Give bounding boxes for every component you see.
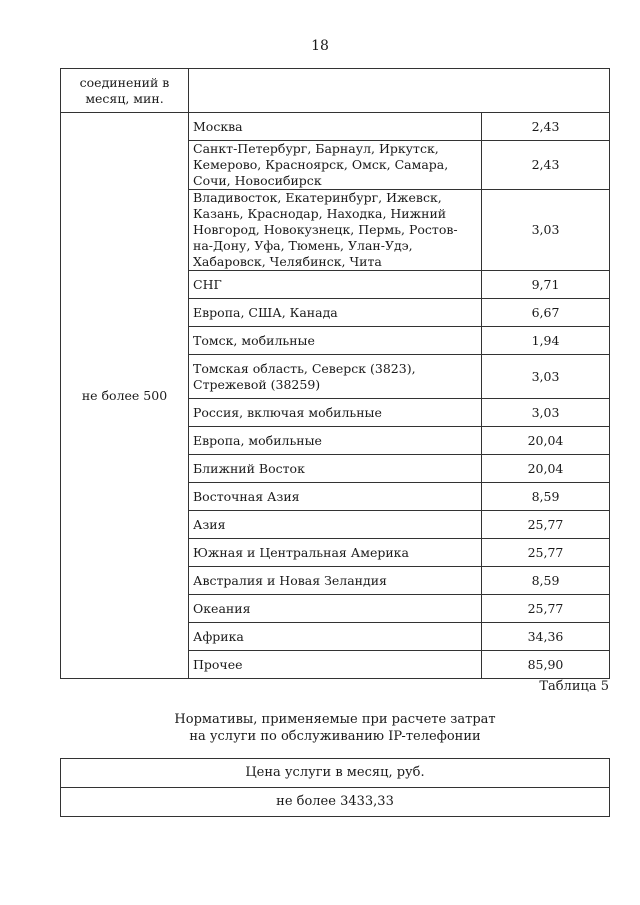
price-cell: 9,71 (482, 271, 610, 299)
tariff-table (60, 68, 610, 679)
price-header-cell: Цена услуги в месяц, руб. (61, 759, 610, 788)
group-label-cell: не более 500 (61, 113, 189, 679)
table-row (61, 113, 610, 141)
destination-cell: Австралия и Новая Зеландия (189, 567, 482, 595)
price-cell: 3,03 (482, 190, 610, 271)
destination-cell: Ближний Восток (189, 455, 482, 483)
destination-cell: Россия, включая мобильные (189, 399, 482, 427)
header-cell-empty (189, 69, 610, 113)
table-caption: Таблица 5 (539, 679, 609, 694)
price-cell: 2,43 (482, 141, 610, 190)
destination-cell: Европа, мобильные (189, 427, 482, 455)
price-cell: 8,59 (482, 483, 610, 511)
table-title (60, 711, 610, 745)
destination-cell: Европа, США, Канада (189, 299, 482, 327)
price-value-cell: не более 3433,33 (61, 788, 610, 817)
table-header-row (61, 759, 610, 788)
table-header-row (61, 69, 610, 113)
table-title-line-2: на услуги по обслуживанию IP-телефонии (189, 729, 481, 744)
destination-cell: Владивосток, Екатеринбург, Ижевск, Казань, Краснодар, Находка, Нижний Новгород, Новокузнецк, Пермь, Ростов-на-Дону, Уфа, Тюмень, Улан-Удэ, Хабаровск, Челябинск, Чита (189, 190, 482, 271)
price-cell: 3,03 (482, 355, 610, 399)
destination-cell: Санкт-Петербург, Барнаул, Иркутск, Кемерово, Красноярск, Омск, Самара, Сочи, Новосибирск (189, 141, 482, 190)
price-cell: 20,04 (482, 455, 610, 483)
destination-cell: Томск, мобильные (189, 327, 482, 355)
price-cell: 2,43 (482, 113, 610, 141)
destination-cell: Южная и Центральная Америка (189, 539, 482, 567)
page-number: 18 (311, 38, 329, 54)
table-title-line-1: Нормативы, применяемые при расчете затрат (174, 712, 496, 727)
price-cell: 6,67 (482, 299, 610, 327)
destination-cell: Азия (189, 511, 482, 539)
price-cell: 85,90 (482, 651, 610, 679)
ip-telephony-table (60, 758, 610, 817)
table-row (61, 788, 610, 817)
destination-cell: Океания (189, 595, 482, 623)
price-cell: 8,59 (482, 567, 610, 595)
price-cell: 25,77 (482, 595, 610, 623)
price-cell: 20,04 (482, 427, 610, 455)
price-cell: 25,77 (482, 511, 610, 539)
price-cell: 25,77 (482, 539, 610, 567)
price-cell: 3,03 (482, 399, 610, 427)
destination-cell: Африка (189, 623, 482, 651)
destination-cell: Восточная Азия (189, 483, 482, 511)
destination-cell: СНГ (189, 271, 482, 299)
destination-cell: Москва (189, 113, 482, 141)
price-cell: 34,36 (482, 623, 610, 651)
price-cell: 1,94 (482, 327, 610, 355)
header-cell-minutes: соединений в месяц, мин. (61, 69, 189, 113)
destination-cell: Томская область, Северск (3823), Стрежевой (38259) (189, 355, 482, 399)
destination-cell: Прочее (189, 651, 482, 679)
